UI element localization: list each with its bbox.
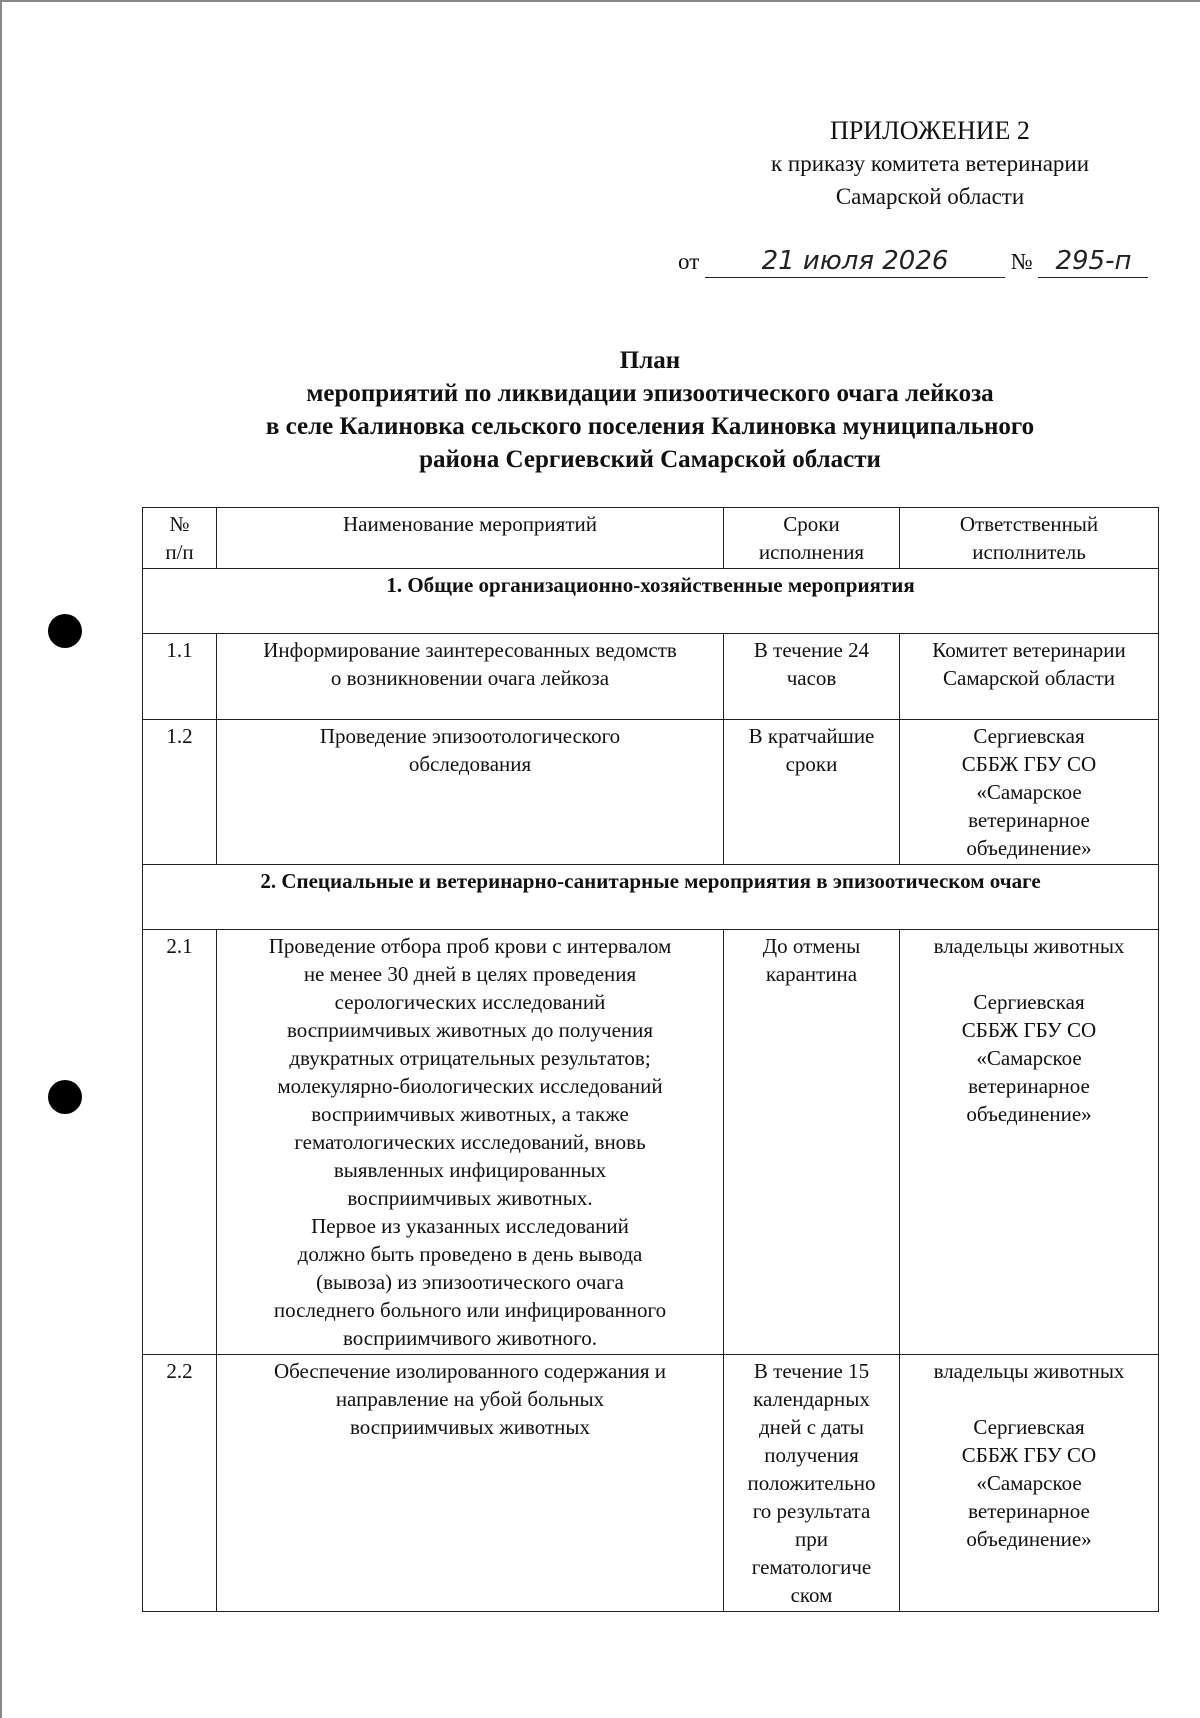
- cell-name: Информирование заинтересованных ведомств о возникновении очага лейкоза: [217, 634, 724, 720]
- header-term: Сроки исполнения: [724, 508, 900, 569]
- cell-num: 2.2: [143, 1355, 217, 1612]
- header-responsible: Ответственный исполнитель: [900, 508, 1159, 569]
- cell-term: В течение 15 календарных дней с даты получения положительно го результата при гематологиче ском: [724, 1355, 900, 1612]
- cell-name: Проведение эпизоотологического обследования: [217, 720, 724, 865]
- header-name: Наименование мероприятий: [217, 508, 724, 569]
- cell-num: 1.1: [143, 634, 217, 720]
- plan-title-line-2: мероприятий по ликвидации эпизоотического очага лейкоза: [306, 380, 994, 407]
- number-label: №: [1010, 249, 1033, 274]
- cell-responsible: владельцы животных Сергиевская СББЖ ГБУ СО «Самарское ветеринарное объединение»: [900, 930, 1159, 1355]
- cell-term: В течение 24 часов: [724, 634, 900, 720]
- appendix-line-1: к приказу комитета ветеринарии: [770, 151, 1090, 176]
- table-row: [143, 930, 1159, 1355]
- table-row: [143, 720, 1159, 865]
- plan-title: [130, 344, 1170, 476]
- scan-edge-top: [0, 0, 1200, 2]
- cell-num: 2.1: [143, 930, 217, 1355]
- measures-table: [142, 507, 1159, 1612]
- appendix-title: ПРИЛОЖЕНИЕ 2: [830, 116, 1030, 145]
- appendix-line-2: Самарской области: [835, 184, 1025, 209]
- table-header-row: [143, 508, 1159, 569]
- section-row: [143, 569, 1159, 634]
- plan-title-line-4: района Сергиевский Самарской области: [419, 446, 881, 473]
- cell-name: Проведение отбора проб крови с интервалом не менее 30 дней в целях проведения серологических исследований восприимчивых животных до получения двукратных отрицательных результатов; молекулярно-биологических исследований восприимчивых животных, а также гематологических исследований, вновь выявленных инфицированных восприимчивых животных. Первое из указанных исследований должно быть проведено в день вывода (вывоза) из эпизоотического очага последнего больного или инфицированного восприимчивого животного.: [217, 930, 724, 1355]
- punch-hole-mark: [48, 1080, 82, 1114]
- section-title: 2. Специальные и ветеринарно-санитарные мероприятия в эпизоотическом очаге: [143, 865, 1159, 930]
- header-num: № п/п: [143, 508, 217, 569]
- plan-title-line-3: в селе Калиновка сельского поселения Калиновка муниципального: [265, 413, 1035, 440]
- table-row: [143, 634, 1159, 720]
- punch-hole-mark: [48, 614, 82, 648]
- from-label: от: [678, 249, 700, 274]
- handwritten-date: 21 июля 2026: [705, 245, 1005, 278]
- cell-term: До отмены карантина: [724, 930, 900, 1355]
- cell-name: Обеспечение изолированного содержания и направление на убой больных восприимчивых животных: [217, 1355, 724, 1612]
- section-row: [143, 865, 1159, 930]
- cell-term: В кратчайшие сроки: [724, 720, 900, 865]
- plan-title-line-1: План: [619, 347, 681, 374]
- scan-edge-left: [0, 0, 2, 1718]
- cell-responsible: владельцы животных Сергиевская СББЖ ГБУ СО «Самарское ветеринарное объединение»: [900, 1355, 1159, 1612]
- table-row: [143, 1355, 1159, 1612]
- order-date-number-line: [678, 245, 1168, 278]
- cell-responsible: Комитет ветеринарии Самарской области: [900, 634, 1159, 720]
- handwritten-number: 295-п: [1038, 245, 1148, 278]
- cell-responsible: Сергиевская СББЖ ГБУ СО «Самарское ветеринарное объединение»: [900, 720, 1159, 865]
- cell-num: 1.2: [143, 720, 217, 865]
- appendix-header: [700, 114, 1160, 213]
- section-title: 1. Общие организационно-хозяйственные мероприятия: [143, 569, 1159, 634]
